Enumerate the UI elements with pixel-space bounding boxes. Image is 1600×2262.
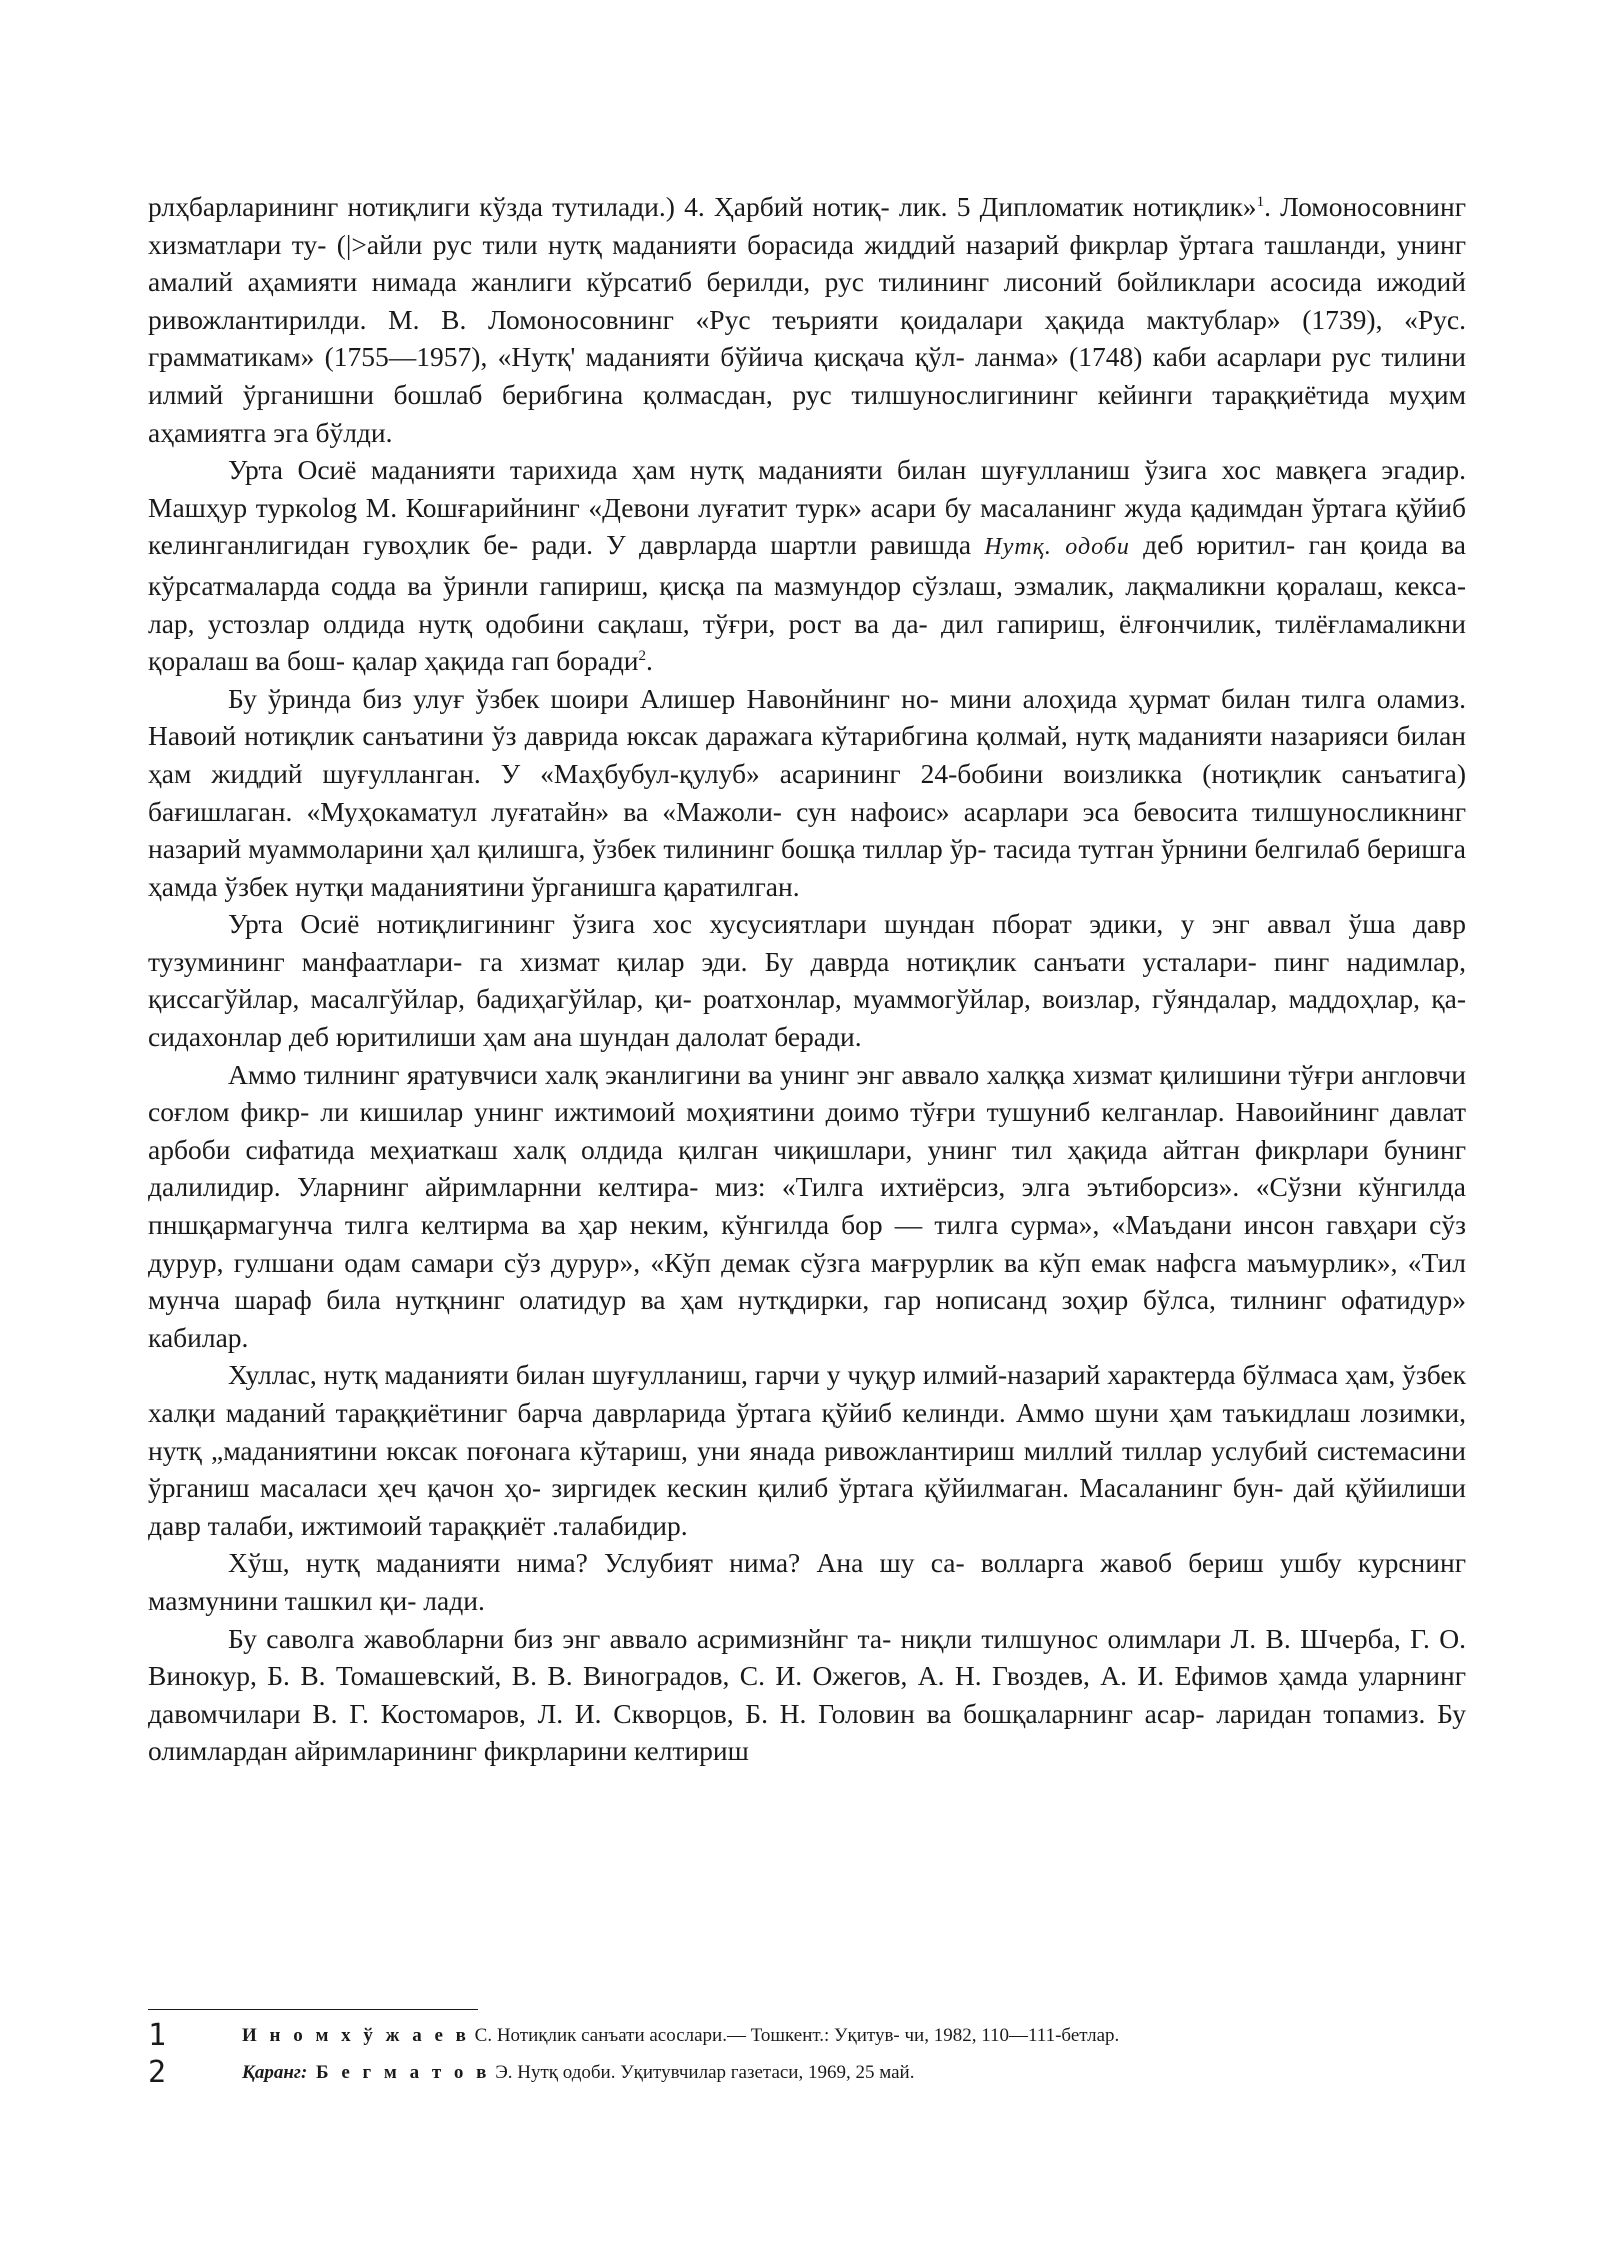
footnote-citation: С. Нотиқлик санъати асослари.— Тошкент.: Уқитув- чи, 1982, 110—111-бетлар. xyxy=(469,2025,1120,2046)
footnote xyxy=(148,2056,1466,2090)
paragraph-text: Хўш, нутқ маданияти нима? Услубият нима? Ана шу са- волларга жавоб бериш ушбу курснинг мазмунини ташкил қи- лади. xyxy=(148,1547,1466,1616)
paragraph xyxy=(148,1356,1466,1544)
footnote-ref[interactable]: 1 xyxy=(1256,193,1265,210)
paragraph-text: Аммо тилнинг яратувчиси халқ эканлигини ва унинг энг аввало халққа хизмат қилишини тўғри англовчи соғлом фикр- ли кишилар унинг ижтимоий моҳиятини доимо тўғри тушуниб келганлар. Навоийнинг давлат арбоби сифатида меҳиаткаш халқ олдида қилган чиқишлари, унинг тил ҳақида айтган фикрлари бунинг далилидир. Уларнинг айримларнни келтира- миз: «Тилга ихтиёрсиз, элга эътиборсиз». «Сўзни кўнгилда пншқармагунча тилга келтирма ва ҳар неким, кўнгилда бор — тилга сурма», «Маъдани инсон гавҳари сўз дурур, гулшани одам самари сўз дурур», «Кўп демак сўзга мағрурлик ва кўп емак нафсга маъмурлик», «Тил мунча шараф била нутқнинг олатидур ва ҳам нутқдирки, гар нописанд зоҳир бўлса, тилнинг офатидур» кабилар. xyxy=(148,1058,1466,1353)
footnote-prefix: Қаранг: xyxy=(242,2062,308,2083)
italic-term: Нутқ. одоби xyxy=(984,534,1130,561)
paragraph xyxy=(148,905,1466,1055)
paragraph-text: Урта Осиё нотиқлигининг ўзига хос хусусиятлари шундан пборат эдики, у энг аввал ўша давр тузумининг манфаатлари- га хизмат қилар эди. Бу даврда нотиқлик санъати усталари- пинг надимлар, қиссагўйлар, масалгўйлар, бадиҳагўйлар, қи- роатхонлар, муаммогўйлар, воизлар, гўяндалар, маддоҳлар, қа- сидахонлар деб юритилиши ҳам ана шундан далолат беради. xyxy=(148,908,1466,1053)
footnote xyxy=(148,2019,1466,2053)
footnote-author: Б е г м а т о в xyxy=(307,2062,491,2083)
paragraph xyxy=(148,1544,1466,1619)
paragraph xyxy=(148,1056,1466,1357)
paragraph-text: рлҳбарларининг нотиқлиги кўзда тутилади.) 4. Ҳарбий нотиқ- лик. 5 Дипломатик нотиқлик» xyxy=(148,191,1257,222)
paragraph xyxy=(148,451,1466,680)
paragraph-text: Бу ўринда биз улуғ ўзбек шоири Алишер Навонйнинг но- мини алоҳида ҳурмат билан тилга оламиз. Навоий нотиқлик санъатини ўз даврида юксак даражага кўтарибгина қолмай, нутқ маданияти назарияси билан ҳам жиддий шуғулланган. У «Маҳбубул-қулуб» асарининг 24-бобини воизликка (нотиқлик санъатига) бағишлаган. «Муҳокаматул луғатайн» ва «Мажоли- сун нафоис» асарлари эса бевосита тилшуносликнинг назарий муаммоларини ҳал қилишга, ўзбек тилининг бошқа тиллар ўр- тасида тутган ўрнини белгилаб беришга ҳамда ўзбек нутқи маданиятини ўрганишга қаратилган. xyxy=(148,682,1466,902)
page-body xyxy=(148,188,1466,1770)
footnote-ref[interactable]: 2 xyxy=(638,647,647,664)
footnote-text xyxy=(242,2019,1119,2053)
footnote-number: 1 xyxy=(148,2018,167,2053)
paragraph-text: Хуллас, нутқ маданияти билан шуғулланиш, гарчи у чуқур илмий-назарий характерда бўлмаса ҳам, ўзбек халқи маданий тараққиётиниг барча даврларида ўртага қўйиб келинди. Аммо шуни ҳам таъкидлаш лозимки, нутқ „маданиятини юксак поғонага кўтариш, уни янада ривожлантириш миллий тиллар услубий системасини ўрганиш масаласи ҳеч қачон ҳо- зиргидек кескин қилиб ўртага қўйилмаган. Масаланинг бун- дай қўйилиши давр талаби, ижтимоий тараққиёт .талабидир. xyxy=(148,1359,1466,1541)
paragraph-text: . Ломоносовнинг хизматлари ту- (|>айли рус тили нутқ маданияти борасида жиддий назарий фикрлар ўртага ташланди, унинг амалий аҳамияти нимада жанлиги кўрсатиб берилди, рус тилининг лисоний бойликлари асосида ижодий ривожлантирилди. М. В. Ломоносовнинг «Рус теърияти қоидалари ҳақида мактублар» (1739), «Рус. грамматикам» (1755—1957), «Нутқ' маданияти бўйича қисқача қўл- ланма» (1748) каби асарлари рус тилини илмий ўрганишни бошлаб берибгина қолмасдан, рус тилшунослигининг кейинги тараққиётида муҳим аҳамиятга эга бўлди. xyxy=(148,191,1466,448)
footnote-divider xyxy=(148,2009,478,2010)
paragraph xyxy=(148,188,1466,451)
paragraph-text: Бу саволга жавобларни биз энг аввало асримизнйнг та- ниқли тилшунос олимлари Л. В. Шчерба, Г. О. Винокур, Б. В. Томашевский, В. В. Виноградов, С. И. Ожегов, А. Н. Гвоздев, А. И. Ефимов ҳамда уларнинг давомчилари В. Г. Костомаров, Л. И. Скворцов, Б. Н. Головин ва бошқаларнинг асар- ларидан топамиз. Бу олимлардан айримларининг фикрларини келтириш xyxy=(148,1622,1466,1767)
footnote-citation: Э. Нутқ одоби. Уқитувчилар газетаси, 1969, 25 май. xyxy=(490,2062,915,2083)
paragraph-text: . xyxy=(646,645,653,677)
paragraph xyxy=(148,1620,1466,1770)
paragraph xyxy=(148,680,1466,906)
paragraph-text: деб юритил- ган қоида ва кўрсатмаларда содда ва ўринли гапириш, қисқа па мазмундор сўзлаш, эзмалик, лақмаликни қоралаш, кекса- лар, устозлар олдида нутқ одобини сақлаш, тўғри, рост ва да- дил гапириш, ёлғончилик, тилёғламаликни қоралаш ва бош- қалар ҳақида гап боради xyxy=(148,529,1466,677)
footnote-text xyxy=(242,2056,914,2090)
paragraph-text: Урта Осиё маданияти тарихида ҳам нутқ маданияти билан шуғулланиш ўзига хос мавқега эгадир. Машҳур туркolog М. Кошғарийнинг «Девони луғатит турк» асари бу масаланинг жуда қадимдан ўртага қўйиб келинганлигидан гувоҳлик бе- ради. У даврларда шартли равишда xyxy=(148,454,1466,561)
footnote-author: И н о м х ў ж а е в xyxy=(242,2025,470,2046)
footnote-number: 2 xyxy=(148,2055,167,2090)
